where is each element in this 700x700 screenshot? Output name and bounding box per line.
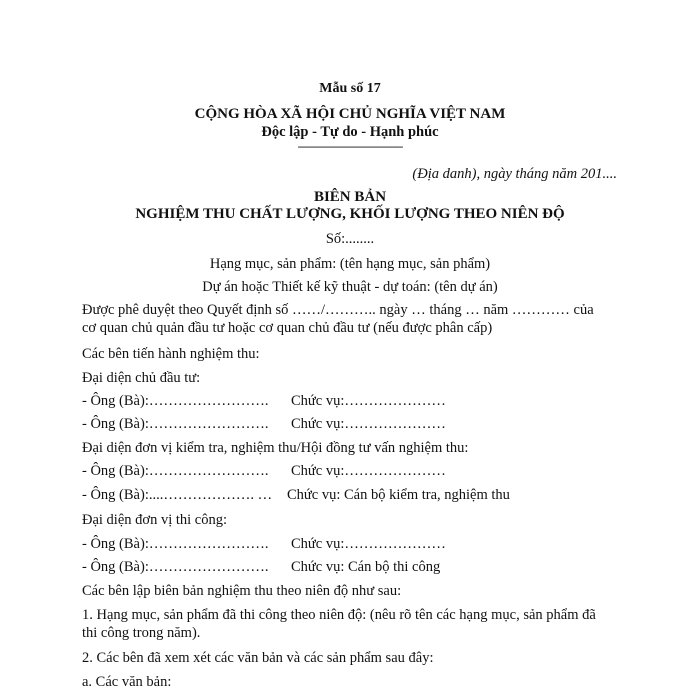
construction-row-1-name: - Ông (Bà):…………………….	[82, 536, 269, 552]
doc-title-line2: NGHIỆM THU CHẤT LƯỢNG, KHỐI LƯỢNG THEO NIÊN ĐỘ	[135, 206, 565, 222]
point-2a: a. Các văn bản:	[82, 674, 172, 690]
header-separator: -----------------------------------	[297, 139, 403, 153]
approval-line-2: cơ quan chủ quản đầu tư hoặc cơ quan chủ đầu tư (nếu được phân cấp)	[82, 320, 493, 336]
investor-row-1-title: Chức vụ:…………………	[291, 393, 446, 409]
inspection-row-2-title: Chức vụ: Cán bộ kiểm tra, nghiệm thu	[287, 487, 510, 503]
investor-row-1-name: - Ông (Bà):…………………….	[82, 393, 269, 409]
doc-number: Số:........	[325, 231, 375, 247]
inspection-row-2-name: - Ông (Bà):....………………. …	[82, 487, 273, 503]
point-1-line-1: 1. Hạng mục, sản phẩm đã thi công theo niên độ: (nêu rõ tên các hạng mục, sản phẩm đã	[82, 607, 596, 623]
country-name: CỘNG HÒA XÃ HỘI CHỦ NGHĨA VIỆT NAM	[194, 106, 506, 122]
inspection-row-1-title: Chức vụ:…………………	[291, 463, 446, 479]
investor-row-2-title: Chức vụ:…………………	[291, 416, 446, 432]
item-name: Hạng mục, sản phẩm: (tên hạng mục, sản phẩm)	[209, 256, 491, 272]
investor-row-2-name: - Ông (Bà):…………………….	[82, 416, 269, 432]
record-intro: Các bên lập biên bản nghiệm thu theo niên độ như sau:	[82, 583, 402, 599]
point-1-line-2: thi công trong năm).	[82, 625, 201, 641]
parties-intro: Các bên tiến hành nghiệm thu:	[82, 346, 260, 362]
investor-rep-heading: Đại diện chủ đầu tư:	[82, 370, 201, 386]
doc-title-line1: BIÊN BẢN	[313, 189, 387, 205]
place-date: (Địa danh), ngày tháng năm 201....	[412, 166, 617, 182]
construction-row-1-title: Chức vụ:…………………	[291, 536, 446, 552]
construction-row-2-title: Chức vụ: Cán bộ thi công	[291, 559, 441, 575]
form-number: Mẫu số 17	[319, 81, 381, 96]
project-name: Dự án hoặc Thiết kế kỹ thuật - dự toán: (tên dự án)	[202, 279, 498, 295]
approval-line-1: Được phê duyệt theo Quyết định số ……/……….. ngày … tháng … năm ………… của	[82, 302, 594, 318]
point-2: 2. Các bên đã xem xét các văn bản và các sản phẩm sau đây:	[82, 650, 434, 666]
construction-row-2-name: - Ông (Bà):…………………….	[82, 559, 269, 575]
inspection-row-1-name: - Ông (Bà):…………………….	[82, 463, 269, 479]
construction-rep-heading: Đại diện đơn vị thi công:	[82, 512, 227, 528]
national-motto: Độc lập - Tự do - Hạnh phúc	[261, 124, 439, 140]
inspection-rep-heading: Đại diện đơn vị kiểm tra, nghiệm thu/Hội đồng tư vấn nghiệm thu:	[82, 440, 469, 456]
